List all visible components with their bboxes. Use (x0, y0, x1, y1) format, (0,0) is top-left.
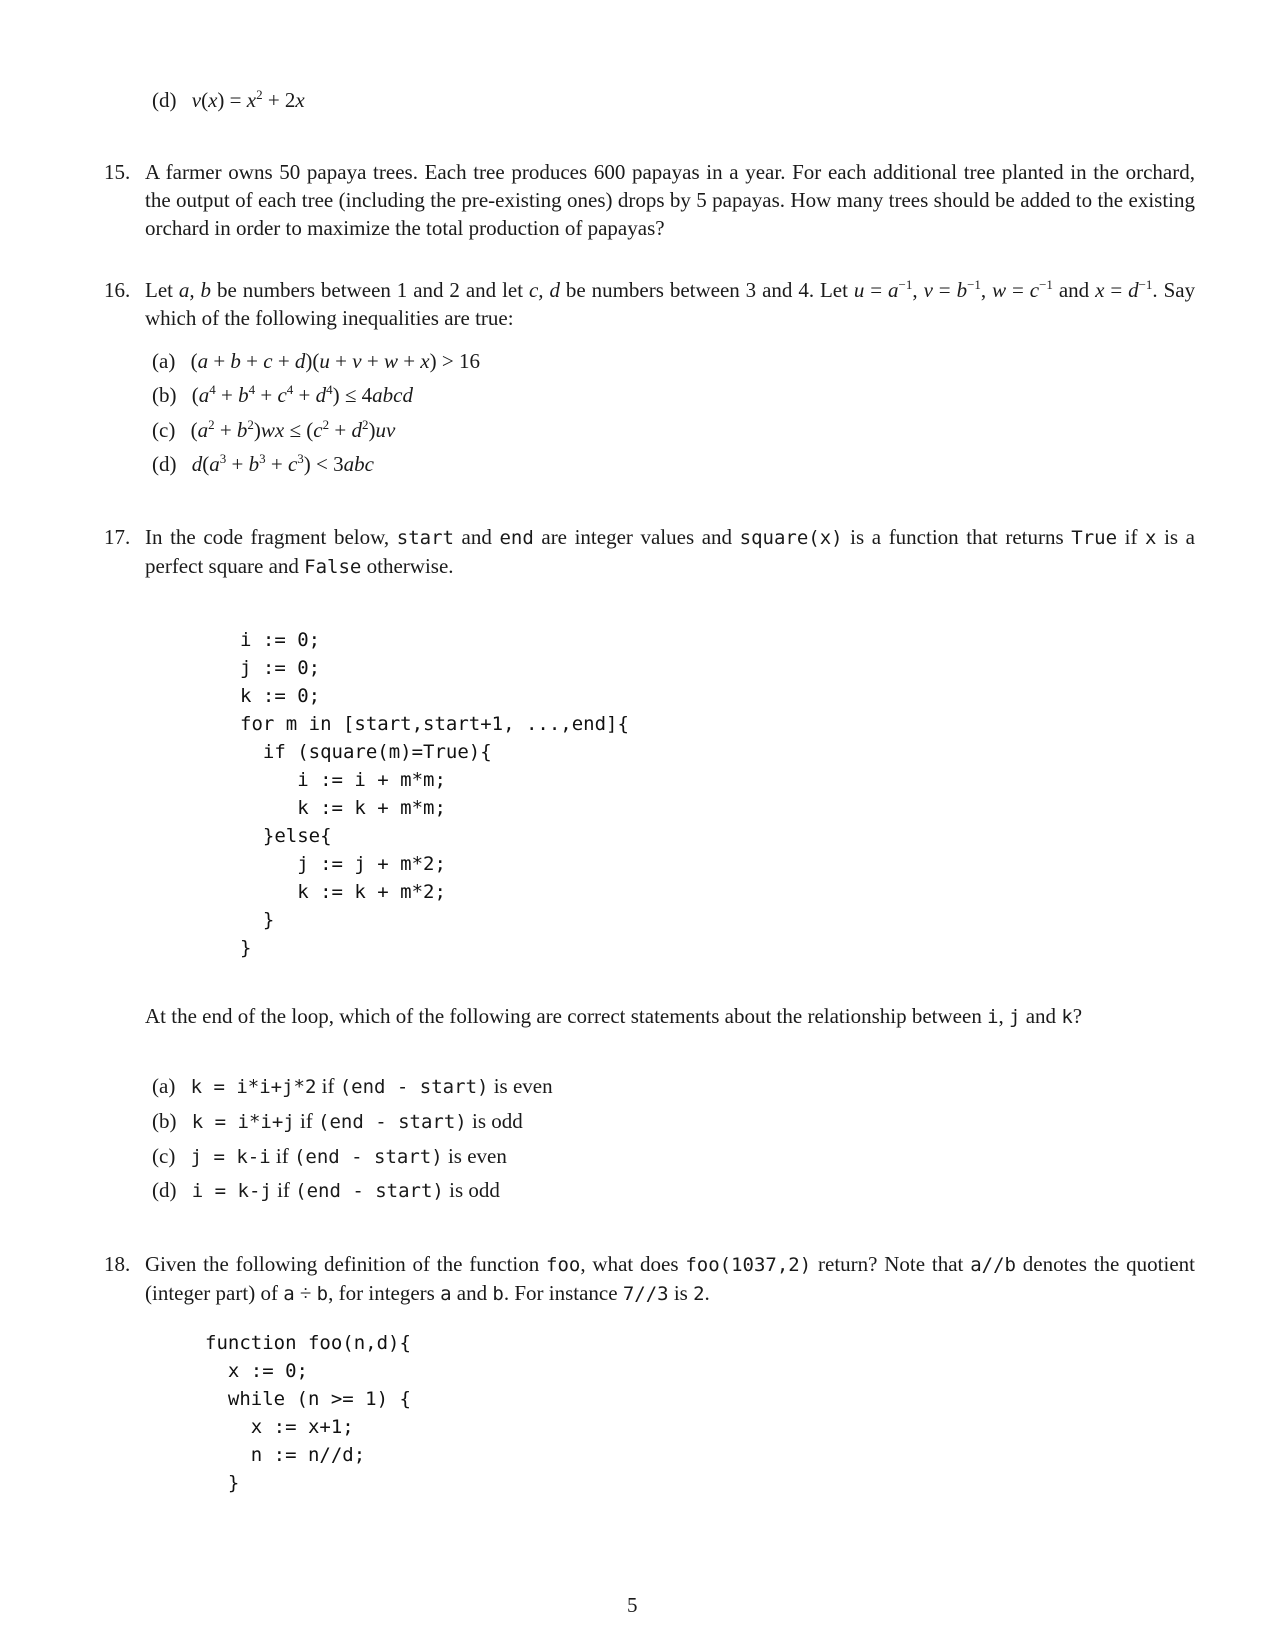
page-number: 5 (627, 1593, 638, 1617)
q17-option-c-cond-pre: if (270, 1144, 294, 1168)
q17-option-b-cond-pre: if (294, 1109, 319, 1133)
q18-code: function foo(n,d){ x := 0; while (n >= 1) { x := x+1; n := n//d; } (205, 1332, 411, 1494)
q14-option-d-text: $v(x) = x^2 + 2x$ (191, 87, 305, 112)
q17-option-c-code: j = k-i (190, 1146, 271, 1168)
q17-option-d-code: i = k-j (191, 1180, 272, 1202)
q17-option-a (152, 1072, 553, 1101)
question-15 (104, 158, 1204, 248)
q17-question: At the end of the loop, which of the following are correct statements about the relationship between i, j and k? (145, 1004, 1083, 1028)
q16-option-b-label: (b) (152, 383, 177, 407)
q16-option-a (152, 347, 480, 375)
q16-option-c (152, 416, 395, 444)
q17-option-d-cond-pre: if (271, 1178, 296, 1202)
q14-option-d (152, 86, 305, 114)
q16-option-a-label: (a) (152, 349, 176, 373)
q14-option-d-label: (d) (152, 88, 177, 112)
q17-code: i := 0; j := 0; k := 0; for m in [start,start+1, ...,end]{ if (square(m)=True){ i := i + m*m; k := k + m*m; }else{ j := j + m*2; k := k + m*2; } } (240, 629, 629, 959)
q17-option-d-label: (d) (152, 1178, 177, 1202)
q17-number: 17. (104, 525, 131, 549)
q17-option-c-label: (c) (152, 1144, 176, 1168)
q17-option-d (152, 1176, 500, 1205)
q17-option-c-cond-post: is even (442, 1144, 507, 1168)
question-18 (104, 1250, 1204, 1310)
q16-option-d-label: (d) (152, 452, 177, 476)
q15-text: A farmer owns 50 papaya trees. Each tree produces 600 papayas in a year. For each additional tree planted in the orchard, the output of each tree (including the pre-existing ones) drops by 5 papayas. How many trees should be added to the existing orchard in order to maximize the total production of papayas? (145, 160, 1195, 240)
q17-option-b-label: (b) (152, 1109, 177, 1133)
q17-option-a-label: (a) (152, 1074, 176, 1098)
q16-number: 16. (104, 278, 131, 302)
q15-number: 15. (104, 160, 131, 184)
q17-option-a-cond-pre: if (316, 1074, 340, 1098)
q17-option-c-cond-code: (end - start) (293, 1146, 443, 1168)
q18-intro: Given the following definition of the function foo, what does foo(1037,2) return? Note that a//b denotes the quotient (integer part) of a ÷ b, for integers a and b. For instance 7//3 is 2. (145, 1252, 1195, 1305)
question-17 (104, 523, 1204, 583)
q17-option-b (152, 1107, 523, 1136)
q16-option-c-label: (c) (152, 418, 176, 442)
q17-option-b-code: k = i*i+j (191, 1111, 295, 1133)
q17-option-a-cond-post: is even (488, 1074, 553, 1098)
q16-option-d-text: $d(a^3 + b^3 + c^3) < 3abc$ (191, 451, 374, 476)
q16-option-d (152, 450, 374, 478)
q17-option-b-cond-post: is odd (466, 1109, 523, 1133)
q16-intro: Let a, b be numbers between 1 and 2 and let c, d be numbers between 3 and 4. Let $u = a^{-1}$, $v = b^{-1}$, $w = c^{-1}$ and $x = d^{-1}$. Say which of the following inequalities are true: (145, 277, 1196, 330)
q17-option-a-cond-code: (end - start) (339, 1076, 489, 1098)
q16-option-c-text: $(a^2 + b^2)wx \le (c^2 + d^2)uv$ (190, 417, 396, 442)
q17-option-d-cond-code: (end - start) (295, 1180, 444, 1202)
q16-option-b (152, 381, 413, 409)
q17-option-b-cond-code: (end - start) (318, 1111, 467, 1133)
q17-option-d-cond-post: is odd (443, 1178, 500, 1202)
q16-option-b-text: $(a^4 + b^4 + c^4 + d^4)$ ≤ 4abcd (191, 382, 413, 407)
q17-option-a-code: k = i*i+j*2 (190, 1076, 317, 1098)
q17-intro: In the code fragment below, start and end are integer values and square(x) is a function that returns True if x is a perfect square and False otherwise. (145, 525, 1195, 578)
q16-option-a-text: (a + b + c + d)(u + v + w + x) > 16 (190, 349, 480, 373)
q18-number: 18. (104, 1252, 131, 1276)
q17-option-c (152, 1142, 507, 1171)
question-16 (104, 276, 1204, 336)
